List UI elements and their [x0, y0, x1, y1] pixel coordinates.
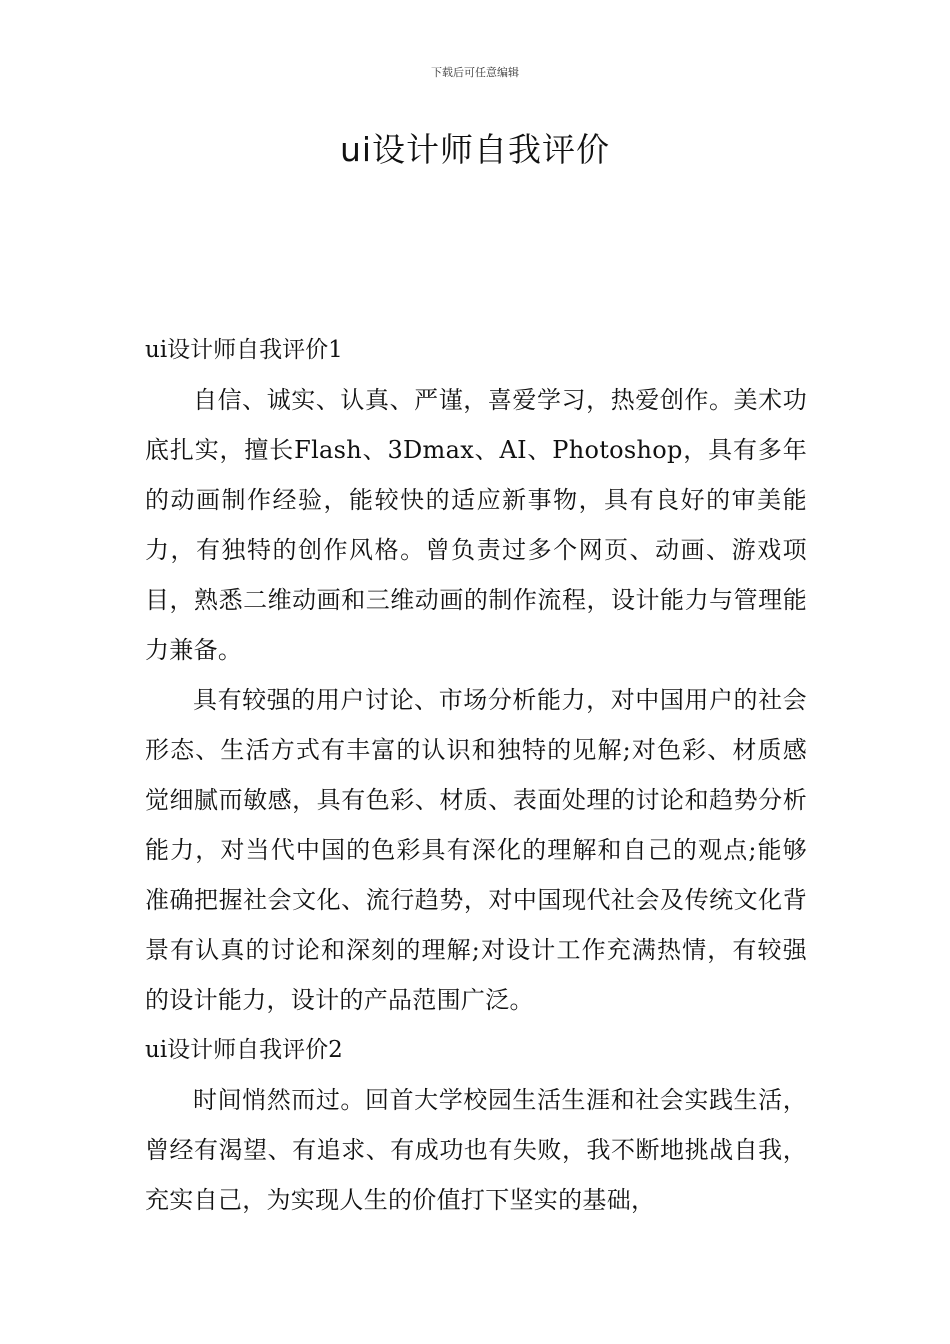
document-title: ui设计师自我评价 — [339, 130, 611, 169]
page-header-note: 下载后可任意编辑 — [431, 66, 519, 79]
section-1 — [145, 325, 807, 1025]
paragraph: 自信、诚实、认真、严谨，喜爱学习，热爱创作。美术功底扎实，擅长Flash、3Dmax、AI、Photoshop，具有多年的动画制作经验，能较快的适应新事物，具有良好的审美能力，有独特的创作风格。曾负责过多个网页、动画、游戏项目，熟悉二维动画和三维动画的制作流程，设计能力与管理能力兼备。 — [145, 386, 807, 664]
section-heading: ui设计师自我评价1 — [145, 337, 343, 363]
section-2 — [145, 1025, 807, 1225]
document-body — [145, 325, 807, 1225]
paragraph: 时间悄然而过。回首大学校园生活生涯和社会实践生活，曾经有渴望、有追求、有成功也有失败，我不断地挑战自我，充实自己，为实现人生的价值打下坚实的基础， — [145, 1086, 807, 1214]
section-heading: ui设计师自我评价2 — [145, 1037, 343, 1063]
paragraph: 具有较强的用户讨论、市场分析能力，对中国用户的社会形态、生活方式有丰富的认识和独特的见解;对色彩、材质感觉细腻而敏感，具有色彩、材质、表面处理的讨论和趋势分析能力，对当代中国的色彩具有深化的理解和自己的观点;能够准确把握社会文化、流行趋势，对中国现代社会及传统文化背景有认真的讨论和深刻的理解;对设计工作充满热情，有较强的设计能力，设计的产品范围广泛。 — [145, 686, 807, 1014]
